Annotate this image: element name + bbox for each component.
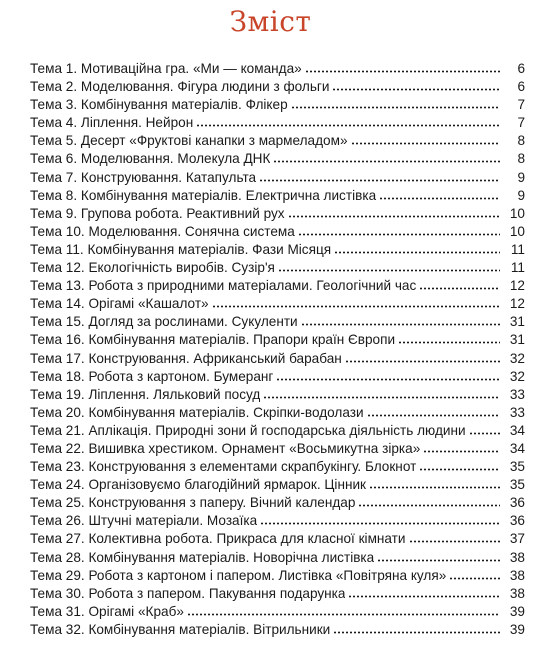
toc-page-number: 9	[517, 169, 525, 185]
dot-leader	[423, 441, 500, 453]
table-of-contents	[30, 60, 525, 639]
toc-entry-title: Тема 23. Конструювання з елементами скрапбукінгу. Блокнот	[30, 459, 417, 475]
toc-entry-title: Тема 11. Комбінування матеріалів. Фази Місяця	[30, 241, 332, 257]
toc-page-number: 33	[509, 404, 525, 420]
dot-leader	[305, 61, 500, 73]
toc-entry-title: Тема 32. Комбінування матеріалів. Вітрильники	[30, 621, 331, 637]
dot-leader	[278, 260, 500, 272]
toc-page-number: 32	[509, 368, 525, 384]
toc-entry[interactable]	[30, 603, 525, 621]
dot-leader	[301, 314, 500, 326]
toc-entry-title: Тема 31. Орігамі «Краб»	[30, 603, 184, 619]
dot-leader	[196, 115, 500, 127]
toc-entry-title: Тема 19. Ліплення. Ляльковий посуд	[30, 386, 261, 402]
toc-entry-title: Тема 9. Групова робота. Реактивний рух	[30, 205, 285, 221]
toc-entry-title: Тема 13. Робота з природними матеріалами. Геологічний час	[30, 278, 417, 294]
toc-entry-title: Тема 6. Моделювання. Молекула ДНК	[30, 151, 271, 167]
toc-page-number: 35	[509, 459, 525, 475]
dot-leader	[449, 568, 500, 580]
toc-entry-title: Тема 7. Конструювання. Катапульта	[30, 169, 257, 185]
dot-leader	[259, 170, 500, 182]
toc-page-number: 11	[510, 260, 525, 276]
dot-leader	[276, 369, 500, 381]
toc-page-number: 7	[517, 97, 525, 113]
dot-leader	[263, 387, 500, 399]
toc-entry-title: Тема 2. Моделювання. Фігура людини з фольги	[30, 79, 330, 95]
toc-entry[interactable]	[30, 404, 525, 422]
toc-entry-title: Тема 18. Робота з картоном. Бумеранг	[30, 368, 274, 384]
dot-leader	[409, 531, 500, 543]
toc-entry-title: Тема 24. Організовуємо благодійний ярмарок. Цінник	[30, 477, 366, 493]
toc-page-number: 35	[509, 477, 525, 493]
dot-leader	[291, 97, 500, 109]
toc-entry-title: Тема 8. Комбінування матеріалів. Електрична листівка	[30, 187, 377, 203]
toc-page-number: 31	[509, 314, 525, 330]
toc-entry[interactable]	[30, 259, 525, 277]
dot-leader	[419, 278, 500, 290]
toc-entry[interactable]	[30, 386, 525, 404]
toc-page-number: 34	[509, 422, 525, 438]
toc-entry[interactable]	[30, 132, 525, 150]
toc-entry-title: Тема 16. Комбінування матеріалів. Прапори країн Європи	[30, 332, 396, 348]
dot-leader	[273, 151, 500, 163]
toc-page-number: 31	[509, 332, 525, 348]
dot-leader	[187, 604, 500, 616]
toc-page-number: 39	[509, 621, 525, 637]
toc-entry[interactable]	[30, 150, 525, 168]
dot-leader	[358, 495, 500, 507]
toc-entry-title: Тема 17. Конструювання. Африканський барабан	[30, 350, 342, 366]
dot-leader	[334, 242, 500, 254]
toc-entry[interactable]	[30, 223, 525, 241]
toc-page-number: 38	[509, 567, 525, 583]
dot-leader	[288, 206, 500, 218]
toc-page-number: 8	[517, 151, 525, 167]
dot-leader	[379, 188, 500, 200]
toc-entry[interactable]	[30, 187, 525, 205]
toc-entry[interactable]	[30, 78, 525, 96]
toc-entry[interactable]	[30, 350, 525, 368]
toc-entry[interactable]	[30, 60, 525, 78]
toc-entry-title: Тема 21. Аплікація. Природні зони й господарська діяльність людини	[30, 422, 466, 438]
dot-leader	[345, 351, 500, 363]
toc-page-number: 36	[509, 495, 525, 511]
dot-leader	[332, 79, 500, 91]
toc-entry-title: Тема 29. Робота з картоном і папером. Листівка «Повітряна куля»	[30, 567, 447, 583]
toc-page-number: 10	[509, 223, 525, 239]
toc-entry[interactable]	[30, 368, 525, 386]
toc-entry-title: Тема 15. Догляд за рослинами. Сукуленти	[30, 314, 298, 330]
toc-page-number: 12	[509, 296, 525, 312]
toc-entry-title: Тема 4. Ліплення. Нейрон	[30, 115, 194, 131]
toc-entry[interactable]	[30, 621, 525, 639]
toc-entry-title: Тема 30. Робота з папером. Пакування подарунка	[30, 585, 346, 601]
toc-page-number: 12	[509, 278, 525, 294]
dot-leader	[419, 459, 500, 471]
toc-page-number: 7	[517, 115, 525, 131]
toc-entry-title: Тема 5. Десерт «Фруктові канапки з мармеладом»	[30, 133, 348, 149]
toc-entry-title: Тема 1. Мотиваційна гра. «Ми — команда»	[30, 61, 302, 76]
toc-page-number: 11	[510, 241, 525, 257]
toc-entry-title: Тема 12. Екологічність виробів. Сузір'я	[30, 260, 275, 276]
toc-entry-title: Тема 14. Орігамі «Кашалот»	[30, 296, 209, 312]
toc-entry-title: Тема 3. Комбінування матеріалів. Флікер	[30, 97, 288, 113]
toc-entry[interactable]	[30, 331, 525, 349]
toc-entry[interactable]	[30, 567, 525, 585]
toc-entry-title: Тема 27. Колективна робота. Прикраса для класної кімнати	[30, 531, 406, 547]
toc-entry[interactable]	[30, 458, 525, 476]
toc-entry[interactable]	[30, 205, 525, 223]
dot-leader	[377, 550, 500, 562]
dot-leader	[367, 405, 500, 417]
dot-leader	[348, 586, 500, 598]
toc-page-number: 37	[509, 531, 525, 547]
toc-entry[interactable]	[30, 169, 525, 187]
toc-entry[interactable]	[30, 96, 525, 114]
dot-leader	[351, 133, 500, 145]
toc-page-number: 34	[509, 440, 525, 456]
dot-leader	[469, 423, 500, 435]
toc-page-number: 9	[517, 187, 525, 203]
toc-page-number: 10	[509, 205, 525, 221]
toc-entry-title: Тема 22. Вишивка хрестиком. Орнамент «Восьмикутна зірка»	[30, 440, 421, 456]
toc-entry-title: Тема 20. Комбінування матеріалів. Скріпки-водолази	[30, 404, 364, 420]
toc-page-number: 38	[509, 585, 525, 601]
toc-entry[interactable]	[30, 440, 525, 458]
dot-leader	[369, 477, 500, 489]
toc-entry[interactable]	[30, 422, 525, 440]
toc-page-number: 8	[517, 133, 525, 149]
toc-entry[interactable]	[30, 530, 525, 548]
toc-entry-title: Тема 10. Моделювання. Сонячна система	[30, 223, 295, 239]
toc-entry[interactable]	[30, 549, 525, 567]
toc-entry[interactable]	[30, 241, 525, 259]
toc-entry[interactable]	[30, 585, 525, 603]
toc-page-number: 36	[509, 513, 525, 529]
toc-page-number: 38	[509, 549, 525, 565]
toc-page-number: 6	[517, 79, 525, 95]
dot-leader	[260, 513, 500, 525]
toc-entry[interactable]	[30, 277, 525, 295]
dot-leader	[212, 296, 500, 308]
toc-page-number: 32	[509, 350, 525, 366]
toc-entry[interactable]	[30, 494, 525, 512]
dot-leader	[398, 332, 500, 344]
toc-entry[interactable]	[30, 313, 525, 331]
toc-entry[interactable]	[30, 476, 525, 494]
toc-page-number: 6	[517, 61, 525, 76]
dot-leader	[298, 224, 500, 236]
toc-entry-title: Тема 28. Комбінування матеріалів. Новорічна листівка	[30, 549, 375, 565]
toc-entry[interactable]	[30, 114, 525, 132]
toc-entry[interactable]	[30, 512, 525, 530]
toc-entry[interactable]	[30, 295, 525, 313]
toc-entry-title: Тема 26. Штучні матеріали. Мозаїка	[30, 513, 258, 529]
dot-leader	[333, 622, 500, 634]
page-title: Зміст	[229, 5, 312, 38]
toc-page-number: 33	[509, 386, 525, 402]
toc-entry-title: Тема 25. Конструювання з паперу. Вічний календар	[30, 495, 356, 511]
toc-page-number: 39	[509, 603, 525, 619]
